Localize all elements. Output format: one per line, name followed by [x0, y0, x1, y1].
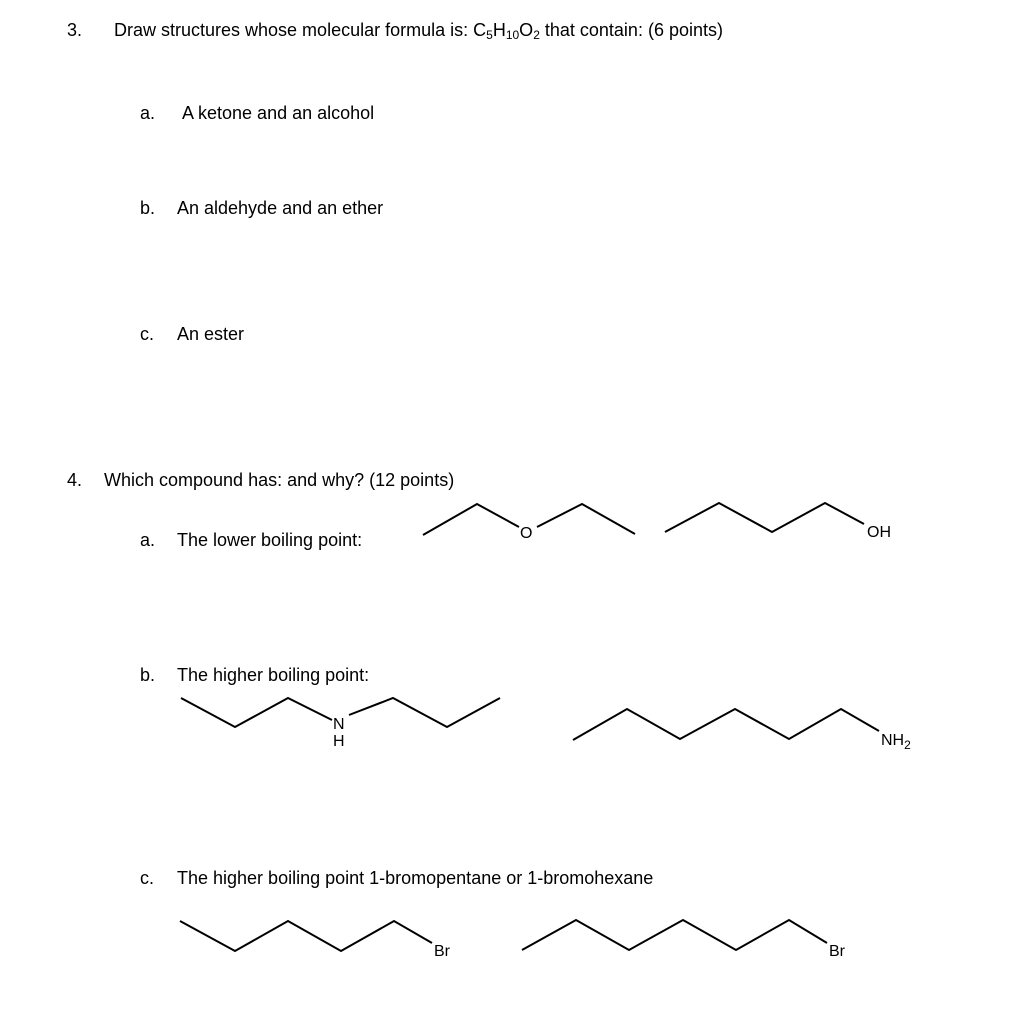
formula-h: H: [492, 20, 506, 40]
q3-number: 3.: [67, 20, 83, 40]
q3b-letter: b.: [140, 198, 156, 218]
hexylamine-structure: [573, 709, 911, 752]
formula-c: C: [473, 20, 487, 40]
atom-nh2-sub: 2: [904, 738, 911, 752]
q4a-letter: a.: [140, 530, 156, 550]
q3c-letter: c.: [140, 324, 155, 344]
formula-h-sub: 10: [505, 28, 520, 42]
diethyl-ether-structure: [423, 504, 635, 542]
q4-prompt: Which compound has: and why? (12 points): [104, 470, 455, 490]
q3a-text: A ketone and an alcohol: [182, 103, 375, 123]
bromopentane-structure: [180, 921, 451, 960]
formula-o: O: [519, 20, 534, 40]
q4b-letter: b.: [140, 665, 156, 685]
q3c-text: An ester: [177, 324, 245, 344]
atom-br: Br: [434, 943, 450, 960]
q3b-text: An aldehyde and an ether: [177, 198, 384, 218]
q3a-letter: a.: [140, 103, 156, 123]
q4c-text: The higher boiling point 1-bromopentane or 1-bromohexane: [177, 868, 654, 888]
q4b-text: The higher boiling point:: [177, 665, 370, 685]
atom-br: Br: [829, 943, 845, 960]
atom-nh2: [881, 732, 911, 752]
atom-h: H: [333, 733, 345, 750]
atom-oh: OH: [867, 524, 891, 541]
butanol-structure: [665, 503, 891, 541]
atom-nh: NH: [881, 732, 905, 749]
q4a-text: The lower boiling point:: [177, 530, 363, 550]
formula-c-sub: 5: [486, 28, 493, 42]
bromohexane-structure: [522, 920, 846, 960]
q4-number: 4.: [67, 470, 83, 490]
prompt-text: Draw structures whose molecular formula is:: [114, 20, 474, 40]
dipropylamine-structure: [181, 698, 500, 750]
atom-n: N: [333, 716, 345, 733]
q4c-letter: c.: [140, 868, 155, 888]
formula-o-sub: 2: [533, 28, 540, 42]
atom-o: O: [520, 525, 533, 542]
prompt-text-after: that contain: (6 points): [539, 20, 723, 40]
